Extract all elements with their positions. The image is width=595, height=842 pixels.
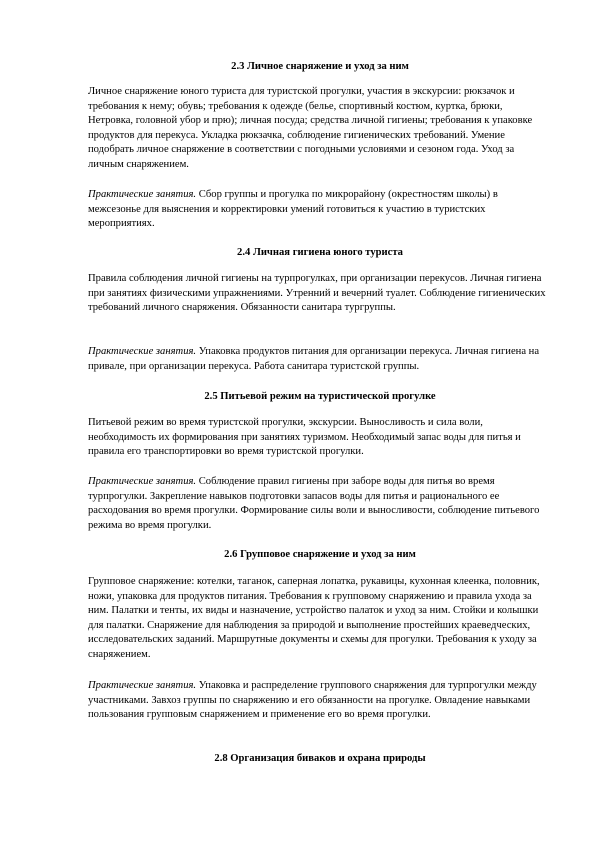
practice-label: Практические занятия. [88, 680, 197, 691]
section-practice-2-5 [88, 475, 550, 533]
practice-label: Практические занятия. [88, 189, 197, 200]
practice-label: Практические занятия. [88, 346, 197, 357]
practice-label: Практические занятия. [88, 476, 197, 487]
practice-text: Упаковка и распределение группового снаряжения для турпрогулки между участниками. Завхоз группы по снаряжению и его обязанности на прогулке. Овладение навыками пользования групповым снаряжением и применение его во время прогулки. [88, 680, 537, 721]
section-body-2-5: Питьевой режим во время туристской прогулки, экскурсии. Выносливость и сила воли, необходимость их формирования при занятиях туризмом. Необходимый запас воды для питья и правила его транспортировки во время туристской прогулки. [88, 417, 521, 458]
section-heading-2-3: 2.3 Личное снаряжение и уход за ним [231, 61, 409, 72]
section-practice-2-3 [88, 188, 550, 232]
section-practice-2-4 [88, 345, 550, 374]
section-heading-2-8: 2.8 Организация биваков и охрана природы [214, 753, 426, 764]
section-body-2-4: Правила соблюдения личной гигиены на турпрогулках, при организации перекусов. Личная гигиена при занятиях физическими упражнениями. Утренний и вечерний туалет. Соблюдение гигиенических требований личного снаряжения. Обязанности санитара тургруппы. [88, 273, 546, 314]
practice-text: Сбор группы и прогулка по микрорайону (окрестностям школы) в межсезонье для выяснения и корректировки умений готовиться к участию в туристских мероприятиях. [88, 189, 498, 230]
section-heading-2-4: 2.4 Личная гигиена юного туриста [237, 247, 403, 258]
practice-text: Соблюдение правил гигиены при заборе воды для питья во время турпрогулки. Закрепление навыков подготовки запасов воды для питья и рационального ее расходования во время прогулки. Формирование силы воли и выносливости, соблюдение питьевого режима во время прогулки. [88, 476, 540, 531]
section-practice-2-6 [88, 679, 550, 723]
section-body-2-6: Групповое снаряжение: котелки, таганок, саперная лопатка, рукавицы, кухонная клеенка, половник, ножи, упаковка для продуктов питания. Требования к групповому снаряжению и правила ухода за ним. Палатки и тенты, их виды и назначение, устройство палаток и уход за ним. Стойки и колышки для палатки. Снаряжение для наблюдения за природой и выполнение простейших краеведческих, исследовательских заданий. Маршрутные документы и схемы для прогулки. Требования к уходу за снаряжением. [88, 576, 540, 660]
practice-text: Упаковка продуктов питания для организации перекуса. Личная гигиена на привале, при организации перекуса. Работа санитара туристской группы. [88, 346, 540, 372]
section-body-2-3: Личное снаряжение юного туриста для туристской прогулки, участия в экскурсии: рюкзачок и требования к нему; обувь; требования к одежде (белье, спортивный костюм, куртка, брюки, Нетровка, головной убор и прю); личная посуда; средства личной гигиены; требования к упаковке продуктов для перекуса. Укладка рюкзачка, соблюдение гигиенических требований. Умение подобрать личное снаряжение в соответствии с погодными условиями и сезоном года. Уход за личным снаряжением. [88, 86, 533, 170]
section-heading-2-6: 2.6 Групповое снаряжение и уход за ним [224, 549, 416, 560]
section-heading-2-5: 2.5 Питьевой режим на туристической прогулке [204, 391, 436, 402]
